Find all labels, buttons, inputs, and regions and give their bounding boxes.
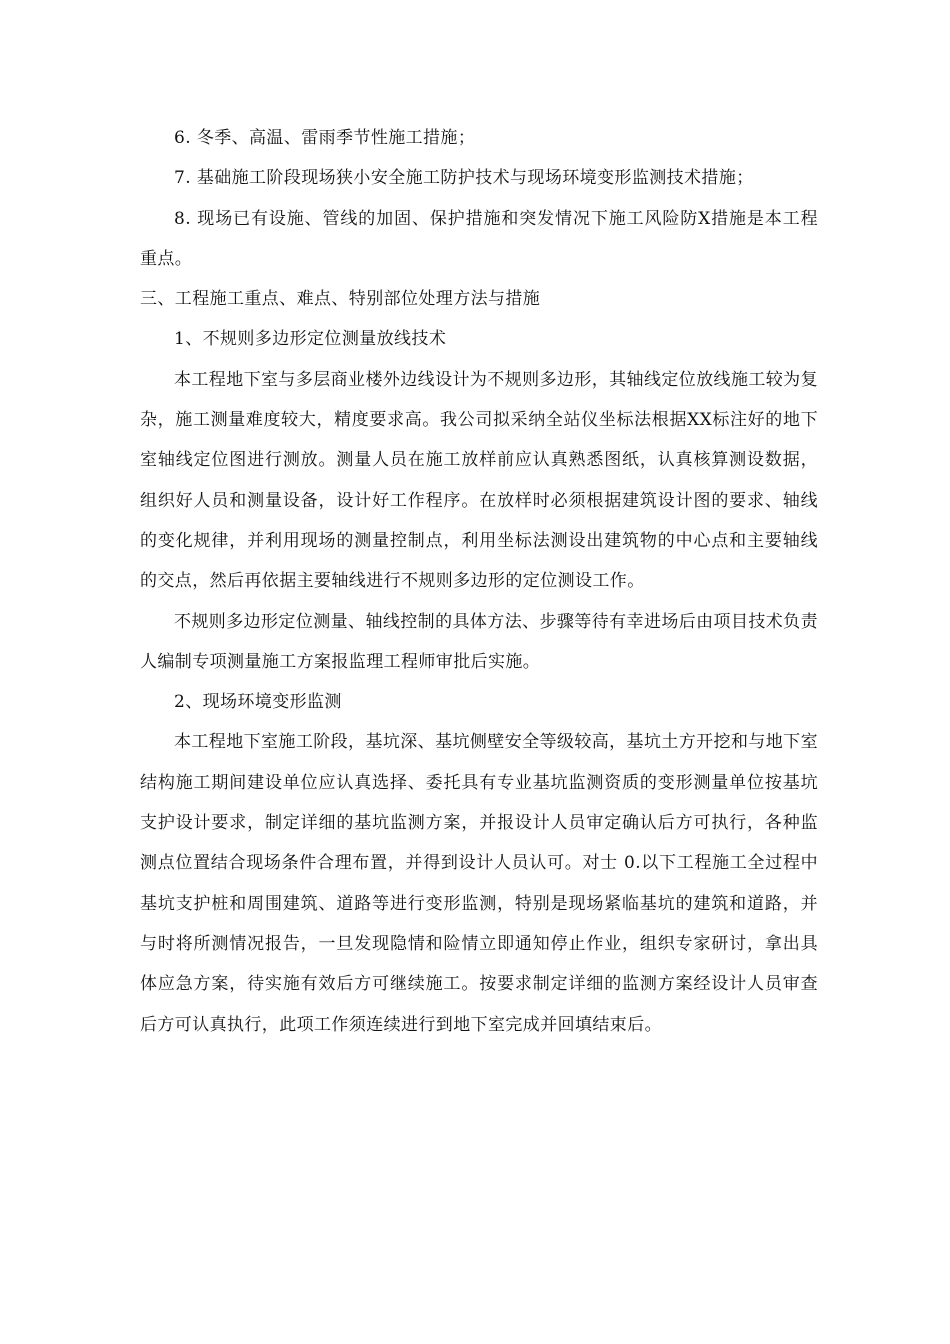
- body-paragraph-2: 不规则多边形定位测量、轴线控制的具体方法、步骤等待有幸进场后由项目技术负责人编制专项测量施工方案报监理工程师审批后实施。: [140, 611, 818, 672]
- body-paragraph-1: 本工程地下室与多层商业楼外边线设计为不规则多边形，其轴线定位放线施工较为复杂，施工测量难度较大，精度要求高。我公司拟采纳全站仪坐标法根据XX标注好的地下室轴线定位图进行测放。测量人员在施工放样前应认真熟悉图纸，认真核算测设数据，组织好人员和测量设备，设计好工作程序。在放样时必须根据建筑设计图的要求、轴线的变化规律，并利用现场的测量控制点，利用坐标法测设出建筑物的中心点和主要轴线的交点，然后再依据主要轴线进行不规则多边形的定位测设工作。: [140, 369, 818, 592]
- subheading-1: 1、不规则多边形定位测量放线技术: [174, 329, 447, 350]
- body-paragraph-3: 本工程地下室施工阶段，基坑深、基坑侧壁安全等级较高，基坑土方开挖和与地下室结构施工期间建设单位应认真选择、委托具有专业基坑监测资质的变形测量单位按基坑支护设计要求，制定详细的基坑监测方案，并报设计人员审定确认后方可执行，各种监测点位置结合现场条件合理布置，并得到设计人员认可。对士 0.以下工程施工全过程中基坑支护桩和周围建筑、道路等进行变形监测，特别是现场紧临基坑的建筑和道路，并与时将所测情况报告，一旦发现隐情和险情立即通知停止作业，组织专家研讨，拿出具体应急方案，待实施有效后方可继续施工。按要求制定详细的监测方案经设计人员审查后方可认真执行，此项工作须连续进行到地下室完成并回填结束后。: [140, 732, 818, 1035]
- document-body: [140, 118, 818, 1045]
- list-item-8: 8. 现场已有设施、管线的加固、保护措施和突发情况下施工风险防X措施是本工程重点。: [140, 208, 818, 269]
- list-item-6: 6. 冬季、高温、雷雨季节性施工措施；: [174, 128, 476, 148]
- section-heading-3: 三、工程施工重点、难点、特别部位处理方法与措施: [140, 289, 541, 310]
- list-item-7: 7. 基础施工阶段现场狭小安全施工防护技术与现场环境变形监测技术措施；: [174, 168, 754, 189]
- subheading-2: 2、现场环境变形监测: [174, 692, 342, 713]
